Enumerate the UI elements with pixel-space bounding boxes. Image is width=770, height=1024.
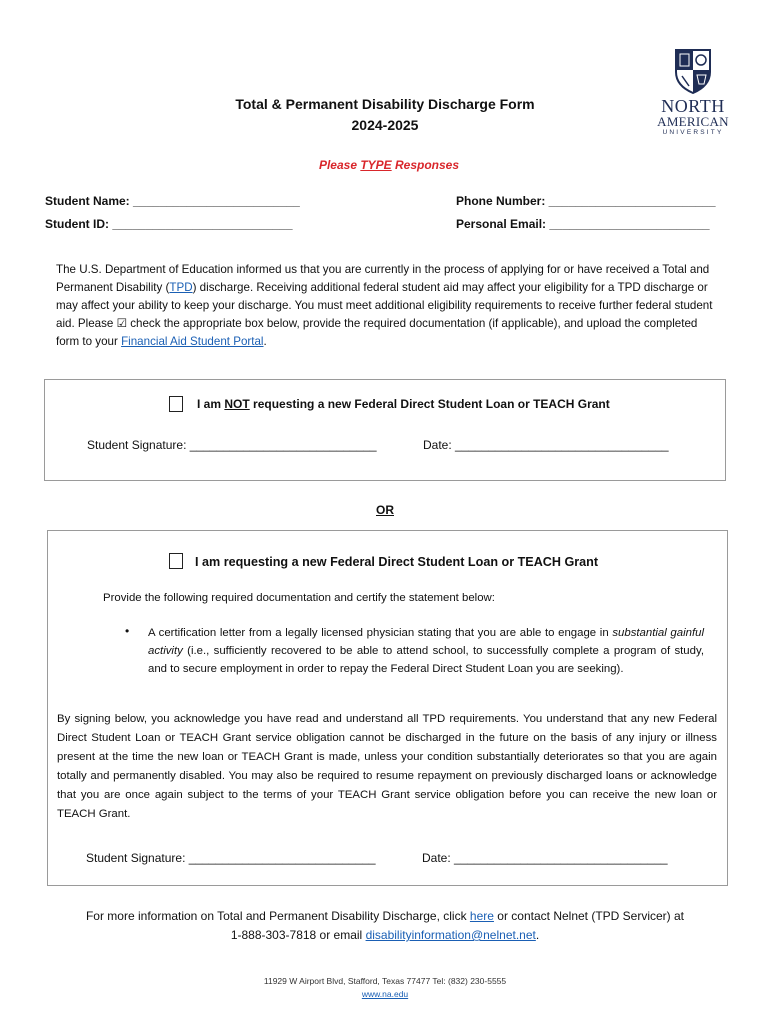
logo-line-american: AMERICAN: [657, 114, 729, 129]
nelnet-email-link[interactable]: disabilityinformation@nelnet.net: [365, 928, 536, 942]
more-info-line-1: [0, 907, 770, 926]
provide-documentation-text: Provide the following required documentation and certify the statement below:: [103, 592, 495, 604]
shield-crest-icon: [674, 48, 712, 94]
form-title: Total & Permanent Disability Discharge Form: [235, 96, 535, 112]
financial-aid-portal-link[interactable]: Financial Aid Student Portal: [121, 335, 264, 348]
or-separator: OR: [376, 503, 394, 517]
intro-paragraph: [56, 261, 716, 351]
student-name-field[interactable]: Student Name: _________________________: [45, 194, 300, 208]
phone-number-field[interactable]: Phone Number: _________________________: [456, 194, 716, 208]
tpd-link[interactable]: TPD: [169, 281, 193, 294]
more-info-line-2: [0, 926, 770, 945]
intro-text-3: .: [263, 335, 267, 348]
logo-line-university: UNIVERSITY: [662, 129, 724, 136]
checkbox-requesting[interactable]: [169, 553, 183, 569]
date-field-1[interactable]: Date: ________________________________: [423, 438, 669, 452]
type-responses-note: [0, 158, 770, 172]
bullet-text-b: (i.e., sufficiently recovered to be able to attend school, to successfully complete a program of study, and to secure employment in order to repay the Federal Direct Student Loan you are seeking).: [148, 645, 704, 675]
option-not-requesting-box: [44, 379, 726, 481]
bullet-certification-letter: [148, 624, 704, 678]
type-note-emphasis: TYPE: [360, 158, 392, 172]
option-requesting-box: [47, 530, 728, 886]
option1-post: requesting a new Federal Direct Student Loan or TEACH Grant: [249, 397, 610, 411]
signature-field-2[interactable]: Student Signature: ____________________________: [86, 851, 376, 865]
type-note-before: Please: [318, 158, 361, 172]
more-info-d: .: [535, 928, 540, 942]
date-field-2[interactable]: Date: ________________________________: [422, 851, 668, 865]
bullet-text-a: A certification letter from a legally licensed physician stating that you are able to engage in: [148, 627, 613, 639]
intro-text-1: The U.S. Department of Education informed us that you are currently in the process of applying for or have received a Total and Permanent Disability (: [56, 263, 710, 294]
form-year: 2024-2025: [351, 117, 419, 133]
bullet-dot: •: [125, 624, 130, 638]
personal-email-field[interactable]: Personal Email: ________________________: [456, 217, 710, 231]
option-not-requesting-label: [197, 397, 610, 411]
address-line: 11929 W Airport Blvd, Stafford, Texas 77477 Tel: (832) 230-5555: [263, 976, 507, 986]
certification-statement: By signing below, you acknowledge you have read and understand all TPD requirements. You understand that any new Federal Direct Student Loan or TEACH Grant service obligation cannot be discharged in the future on the basis of any injury or illness present at the time the new loan or TEACH Grant is made, unless your condition substantially deteriorates so that you are again totally and permanently disabled. You may also be required to resume repayment on previously discharged loans or acknowledge that you are once again subject to the terms of your TEACH Grant service obligation before you can receive the new loan or TEACH Grant.: [57, 713, 717, 820]
here-link[interactable]: here: [469, 909, 494, 923]
more-info-c: 1-888-303-7818 or email: [230, 928, 366, 942]
bullet-text-emphasis: substantial gainful activity: [148, 627, 705, 657]
student-id-field[interactable]: Student ID: ___________________________: [45, 217, 293, 231]
option1-pre: I am: [197, 397, 225, 411]
form-title-block: [0, 94, 770, 136]
intro-text-2: ) discharge. Receiving additional federal student aid may affect your eligibility for a TPD discharge or may affect your ability to keep your discharge. You must meet additional eligibility requirements to receive further federal student aid. Please ☑ check the appropriate box below, provide the required documentation (if applicable), and upload the completed form to your: [56, 281, 713, 348]
more-information-text: [0, 907, 770, 945]
address-footer: [0, 975, 770, 1001]
more-info-b: or contact Nelnet (TPD Servicer) at: [493, 909, 685, 923]
type-note-after: Responses: [391, 158, 460, 172]
logo-line-north: NORTH: [661, 96, 725, 116]
option1-not: NOT: [224, 397, 250, 411]
more-info-a: For more information on Total and Permanent Disability Discharge, click: [85, 909, 470, 923]
option-requesting-label: I am requesting a new Federal Direct Student Loan or TEACH Grant: [195, 555, 599, 569]
signature-field-1[interactable]: Student Signature: ____________________________: [87, 438, 377, 452]
website-link[interactable]: www.na.edu: [361, 989, 409, 999]
checkbox-not-requesting[interactable]: [169, 396, 183, 412]
